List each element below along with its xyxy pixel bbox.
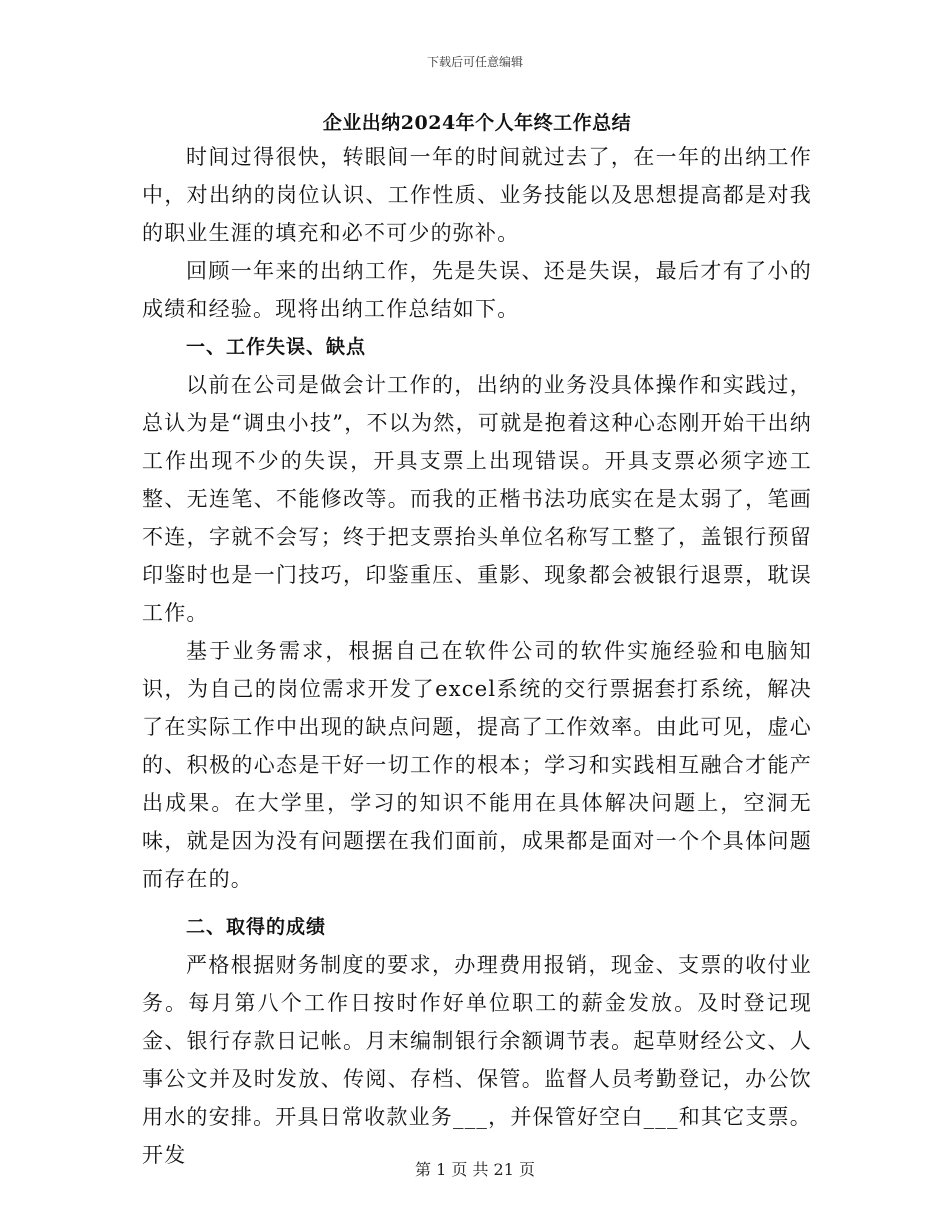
intro-paragraph-1: 时间过得很快，转眼间一年的时间就过去了，在一年的出纳工作中，对出纳的岗位认识、工作性质、业务技能以及思想提高都是对我的职业生涯的填充和必不可少的弥补。 xyxy=(142,145,812,245)
page-header-note: 下载后可任意编辑 xyxy=(426,55,523,69)
document-page xyxy=(142,108,812,1174)
section2-paragraph-1: 严格根据财务制度的要求，办理费用报销，现金、支票的收付业务。每月第八个工作日按时作好单位职工的薪金发放。及时登记现金、银行存款日记帐。月末编制银行余额调节表。起草财经公文、人事公文并及时发放、传阅、存档、保管。监督人员考勤登记，办公饮用水的安排。开具日常收款业务___，并保管好空白___和其它支票。开发 xyxy=(142,953,812,1167)
section1-paragraph-1: 以前在公司是做会计工作的，出纳的业务没具体操作和实践过，总认为是“调虫小技”，不以为然，可就是抱着这种心态刚开始干出纳工作出现不少的失误，开具支票上出现错误。开具支票必须字迹工整、无连笔、不能修改等。而我的正楷书法功底实在是太弱了，笔画不连，字就不会写；终于把支票抬头单位名称写工整了，盖银行预留印鉴时也是一门技巧，印鉴重压、重影、现象都会被银行退票，耽误工作。 xyxy=(142,373,812,625)
section1-paragraph-2: 基于业务需求，根据自己在软件公司的软件实施经验和电脑知识，为自己的岗位需求开发了excel系统的交行票据套打系统，解决了在实际工作中出现的缺点问题，提高了工作效率。由此可见，虚心的、积极的心态是干好一切工作的根本；学习和实践相互融合才能产出成果。在大学里，学习的知识不能用在具体解决问题上，空洞无味，就是因为没有问题摆在我们面前，成果都是面对一个个具体问题而存在的。 xyxy=(142,639,812,891)
document-title: 企业出纳2024年个人年终工作总结 xyxy=(322,112,632,134)
page-number-footer: 第 1 页 共 21 页 xyxy=(415,1160,535,1179)
intro-paragraph-2: 回顾一年来的出纳工作，先是失误、还是失误，最后才有了小的成绩和经验。现将出纳工作总结如下。 xyxy=(142,259,812,321)
section1-heading: 一、工作失误、缺点 xyxy=(186,336,367,358)
section2-heading: 二、取得的成绩 xyxy=(186,916,327,938)
